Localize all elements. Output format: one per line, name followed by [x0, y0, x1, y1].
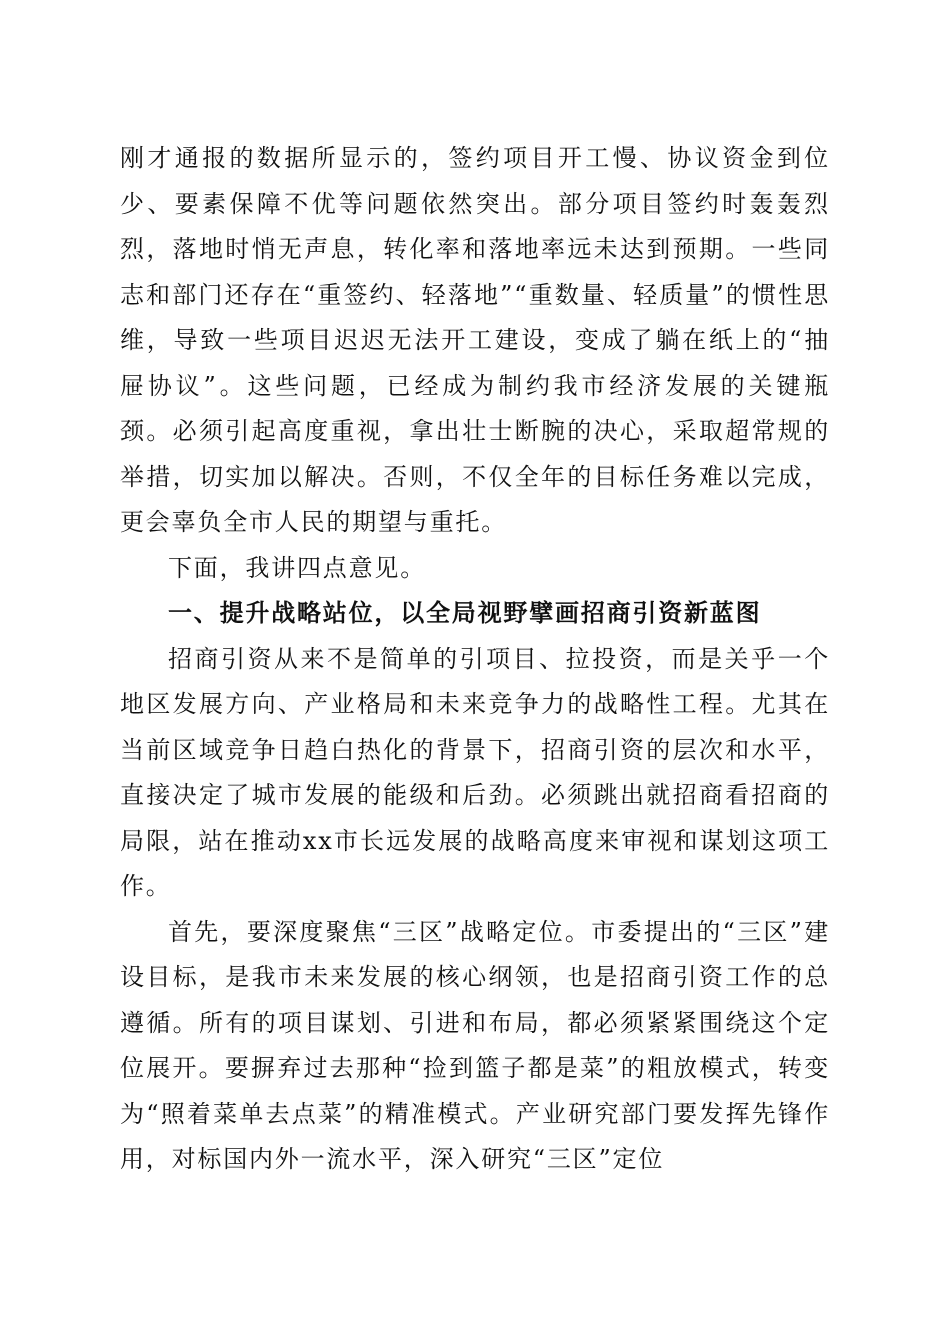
section-heading: 一、提升战略站位，以全局视野擘画招商引资新蓝图	[168, 599, 762, 627]
paragraph-continuation: 刚才通报的数据所显示的，签约项目开工慢、协议资金到位少、要素保障不优等问题依然突出。部分项目签约时轰轰烈烈，落地时悄无声息，转化率和落地率远未达到预期。一些同志和部门还存在“重签约、轻落地”“重数量、轻质量”的惯性思维，导致一些项目迟迟无法开工建设，变成了躺在纸上的“抽屉协议”。这些问题，已经成为制约我市经济发展的关键瓶颈。必须引起高度重视，拿出壮士断腕的决心，采取超常规的举措，切实加以解决。否则，不仅全年的目标任务难以完成，更会辜负全市人民的期望与重托。	[120, 144, 830, 536]
paragraph-intro: 下面，我讲四点意见。	[168, 553, 426, 582]
paragraph-body: 首先，要深度聚焦“三区”战略定位。市委提出的“三区”建设目标，是我市未来发展的核心纲领，也是招商引资工作的总遵循。所有的项目谋划、引进和布局，都必须紧紧围绕这个定位展开。要摒弃过去那种“捡到篮子都是菜”的粗放模式，转变为“照着菜单去点菜”的精准模式。产业研究部门要发挥先锋作用，对标国内外一流水平，深入研究“三区”定位	[120, 917, 830, 1173]
paragraph-body: 招商引资从来不是简单的引项目、拉投资，而是关乎一个地区发展方向、产业格局和未来竞争力的战略性工程。尤其在当前区域竞争日趋白热化的背景下，招商引资的层次和水平，直接决定了城市发展的能级和后劲。必须跳出就招商看招商的局限，站在推动xx市长远发展的战略高度来审视和谋划这项工作。	[120, 644, 830, 900]
document-body	[120, 136, 830, 1183]
